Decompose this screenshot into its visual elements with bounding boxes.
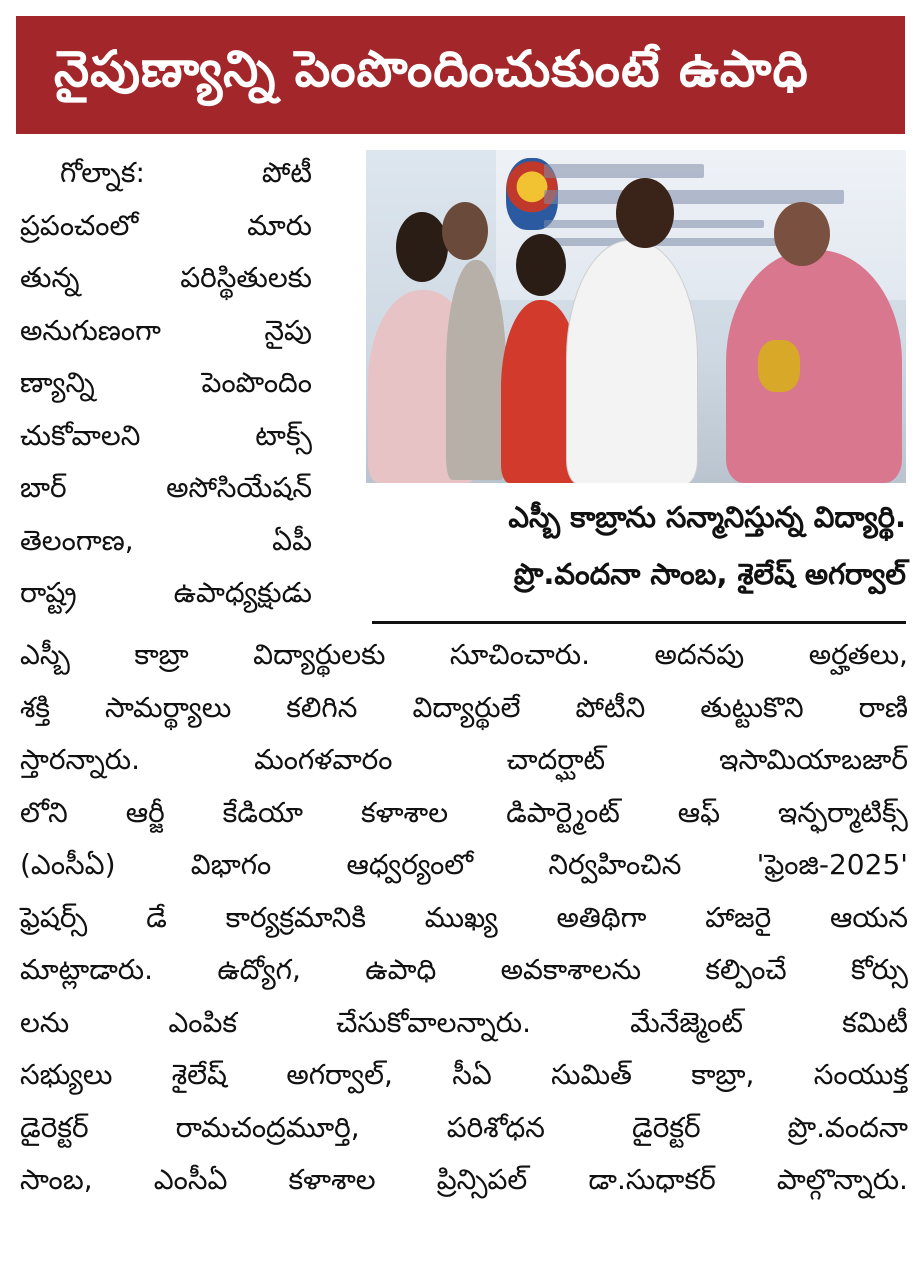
headline-text: నైపుణ్యాన్ని పెంపొందించుకుంటే ఉపాధి: [54, 39, 809, 98]
word: నైపు: [264, 313, 312, 347]
word: తెలంగాణ,: [20, 523, 134, 557]
word: చాదర్ఘాట్: [506, 743, 606, 777]
word: డే: [146, 900, 167, 934]
word: విద్యార్థులే: [412, 690, 521, 724]
text-line: [20, 518, 312, 571]
word: కోర్సు: [851, 953, 908, 987]
text-line: [20, 203, 312, 256]
word: ఏపీ: [272, 523, 312, 557]
text-line: [20, 1000, 908, 1053]
person-man-back: [446, 260, 506, 480]
word: రాణి: [858, 690, 908, 724]
word: అసోసియేషన్: [166, 471, 312, 505]
word: ఉపాధ్యక్షుడు: [173, 576, 312, 610]
word: అవకాశాలను: [500, 953, 642, 987]
word: అతిథిగా: [556, 900, 647, 934]
text-line: [20, 685, 908, 738]
word: సంయుక్త: [813, 1058, 908, 1092]
word: ప్రొ.వందనా: [787, 1110, 908, 1144]
word: తున్న: [20, 261, 80, 295]
word: హాజరై: [705, 900, 772, 934]
photo-caption-line-1: ఎస్బీ కాబ్రాను సన్మానిస్తున్న విద్యార్థి.: [508, 500, 906, 534]
news-photo: [366, 150, 906, 483]
word: పాల్గొన్నారు.: [776, 1163, 908, 1197]
word: చేసుకోవాలన్నారు.: [336, 1005, 532, 1039]
word: స్తారన్నారు.: [20, 743, 141, 777]
word: ణ్యాన్ని: [20, 366, 95, 400]
word: ప్రిన్సిపల్: [436, 1163, 528, 1197]
word: అదనపు: [654, 638, 745, 672]
text-line: [20, 255, 312, 308]
text-line: [20, 1052, 908, 1105]
word: కళాశాల: [288, 1163, 376, 1197]
word: ఉద్యోగ,: [217, 953, 301, 987]
word: ఆయన: [829, 900, 908, 934]
person-head: [774, 202, 830, 266]
person-head: [616, 178, 674, 248]
person-head: [442, 202, 488, 260]
word: విద్యార్థులకు: [253, 638, 386, 672]
text-line: [20, 842, 908, 895]
word: ఎంపిక: [168, 1005, 237, 1039]
word: శక్తి: [20, 690, 51, 724]
banner-text-line-4: [544, 238, 804, 246]
lead-column: [20, 150, 312, 623]
word: లోని: [20, 795, 68, 829]
word: కాబ్రా,: [691, 1058, 755, 1092]
text-line: [20, 150, 312, 203]
word: సూచించారు.: [449, 638, 591, 672]
text-line: [20, 1157, 908, 1210]
word: డైరెక్టర్: [20, 1110, 89, 1144]
person-guest-shawl: [726, 250, 902, 483]
word: లను: [20, 1005, 70, 1039]
word: నిర్వహించిన: [548, 848, 682, 882]
word: రాష్ట్ర: [20, 576, 77, 610]
word: ఉపాధి: [365, 953, 437, 987]
word: కమిటీ: [842, 1005, 908, 1039]
word: అగర్వాల్,: [286, 1058, 393, 1092]
word: ఎంసీఏ: [153, 1163, 228, 1197]
word: శైలేష్: [171, 1058, 227, 1092]
word: ప్రపంచంలో: [20, 208, 139, 242]
word: 'ఫ్రెంజి-2025': [756, 848, 908, 882]
caption-divider: [372, 621, 906, 624]
plant-gift-icon: [758, 340, 800, 392]
word: సాంబ,: [20, 1163, 93, 1197]
text-line: [20, 790, 908, 843]
word: (ఎంసీఏ): [20, 848, 116, 882]
person-head: [396, 212, 448, 282]
photo-caption-line-2: ప్రొ.వందనా సాంబ, శైలేష్ అగర్వాల్: [513, 557, 906, 591]
word: గోల్నాక:: [60, 156, 145, 190]
word: పెంపొందిం: [201, 366, 312, 400]
word: పోటీ: [261, 156, 312, 190]
word: పోటీని: [575, 690, 646, 724]
headline-banner: [16, 16, 905, 134]
word: సామర్థ్యాలు: [105, 690, 232, 724]
word: డా.సుధాకర్: [588, 1163, 716, 1197]
word: రామచంద్రమూర్తి,: [175, 1110, 360, 1144]
text-line: [20, 895, 908, 948]
banner-text-line-1: [544, 164, 704, 178]
word: ముఖ్య: [424, 900, 498, 934]
word: మారు: [247, 208, 312, 242]
word: సుమిత్: [551, 1058, 632, 1092]
word: డిపార్ట్మెంట్: [506, 795, 620, 829]
word: ఆధ్వర్యంలో: [346, 848, 474, 882]
word: ఫ్రెషర్స్: [20, 900, 88, 934]
word: మేనేజ్మెంట్: [630, 1005, 743, 1039]
word: సీఏ: [452, 1058, 492, 1092]
word: ఇసామియాబజార్: [719, 743, 908, 777]
word: ఇన్ఫర్మాటిక్స్: [778, 795, 908, 829]
text-line: [20, 308, 312, 361]
word: పరిశోధన: [446, 1110, 545, 1144]
word: కల్పించే: [705, 953, 787, 987]
text-line: [20, 737, 908, 790]
word: డైరెక్టర్: [632, 1110, 701, 1144]
word: కలిగిన: [286, 690, 358, 724]
text-line: [20, 413, 312, 466]
person-head: [516, 234, 566, 296]
text-line: [20, 465, 312, 518]
person-student-white: [566, 240, 698, 483]
text-line: [20, 1105, 908, 1158]
word: ఆఫ్: [677, 795, 721, 829]
word: ఎస్బీ: [20, 638, 70, 672]
word: బార్: [20, 471, 67, 505]
word: విభాగం: [190, 848, 272, 882]
word: మంగళవారం: [254, 743, 393, 777]
word: సభ్యులు: [20, 1058, 113, 1092]
word: టాక్స్: [255, 418, 312, 452]
word: మాట్లాడారు.: [20, 953, 153, 987]
word: కేడియా: [222, 795, 304, 829]
word: కార్యక్రమానికి: [225, 900, 366, 934]
article-body: [20, 632, 908, 1210]
text-line: [20, 947, 908, 1000]
word: కళాశాల: [360, 795, 449, 829]
text-line: [20, 632, 908, 685]
word: అర్హతలు,: [808, 638, 908, 672]
word: అనుగుణంగా: [20, 313, 161, 347]
word: పరిస్థితులకు: [180, 261, 312, 295]
word: ఆర్జీ: [125, 795, 165, 829]
word: కాబ్రా: [134, 638, 189, 672]
text-line: [20, 360, 312, 413]
word: చుకోవాలని: [20, 418, 141, 452]
text-line: [20, 570, 312, 623]
word: తుట్టుకొని: [700, 690, 804, 724]
